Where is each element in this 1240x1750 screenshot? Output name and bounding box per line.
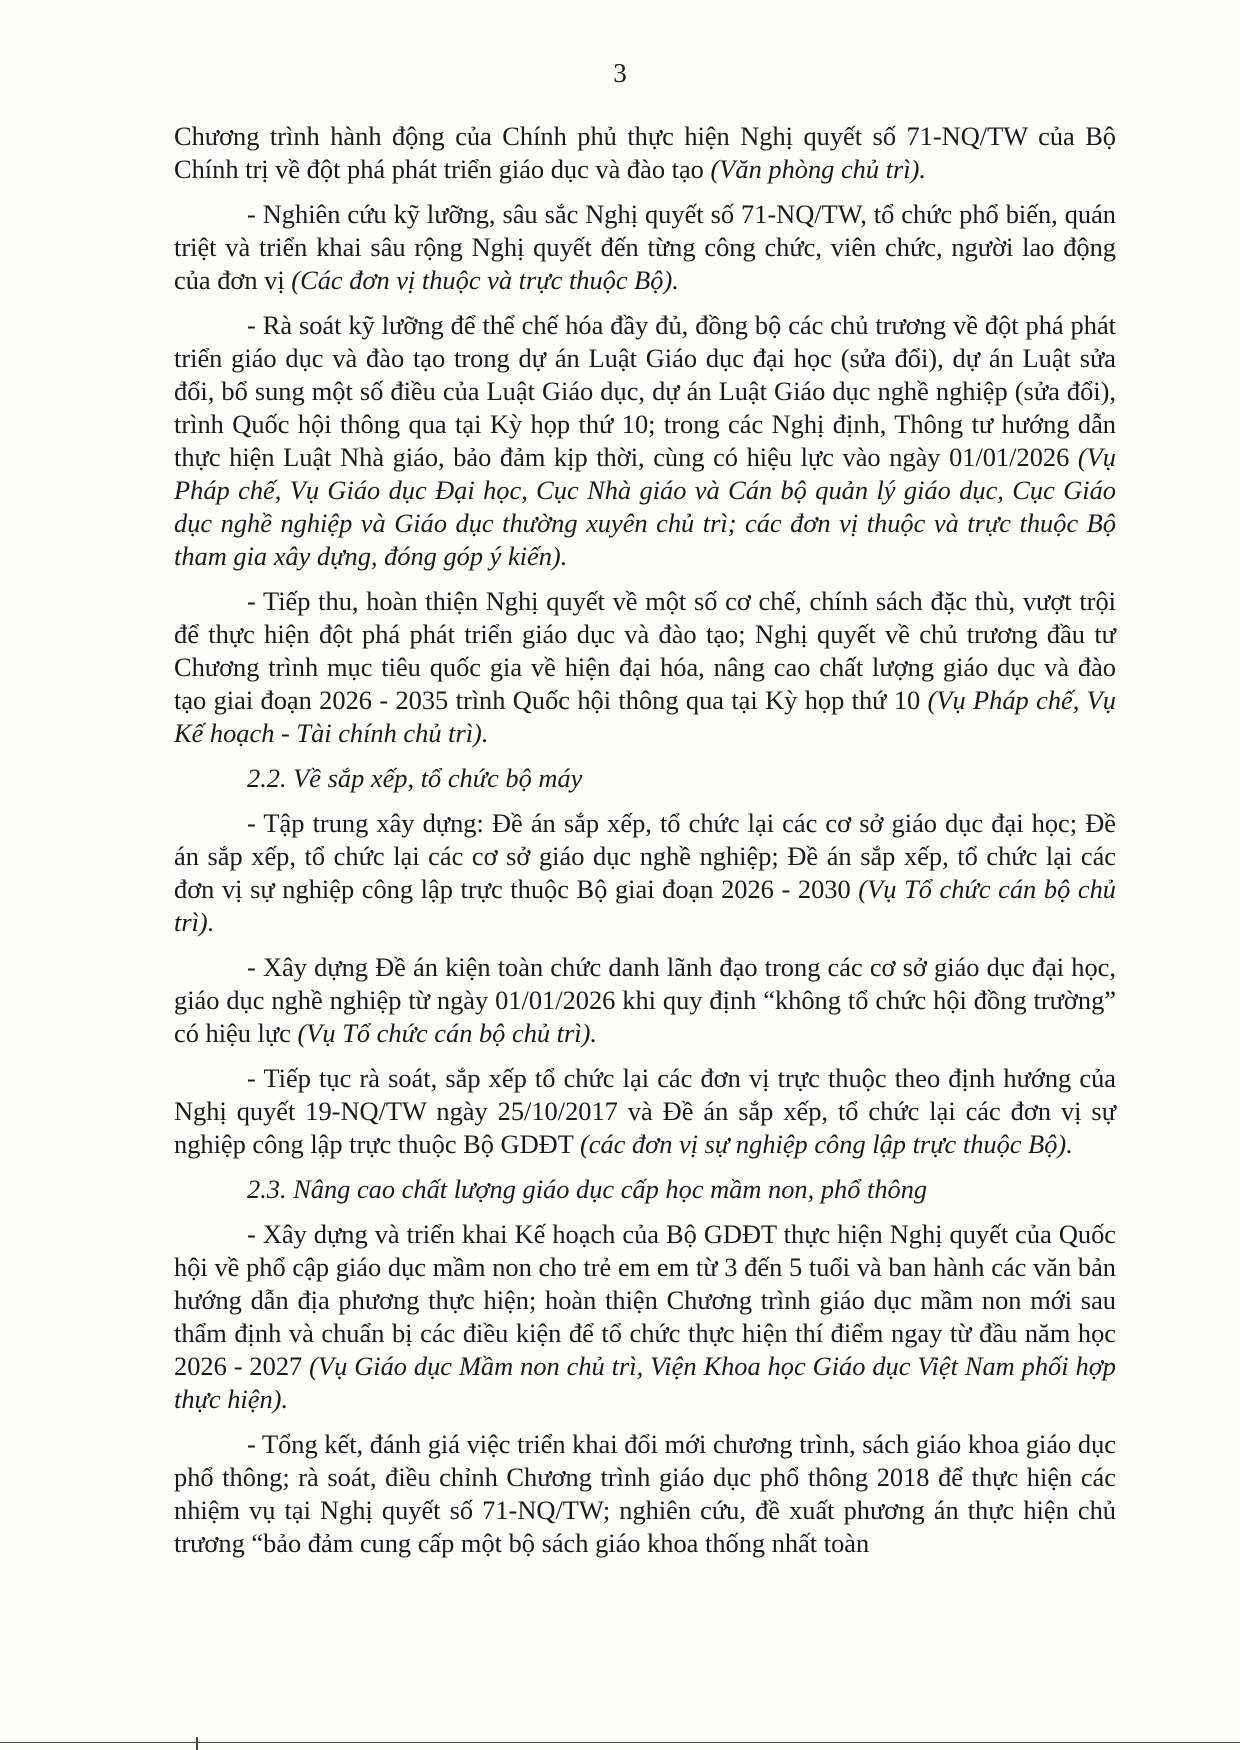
paragraph-responsible-unit: (Các đơn vị thuộc và trực thuộc Bộ).: [291, 265, 679, 295]
paragraph-text: - Tổng kết, đánh giá việc triển khai đổi mới chương trình, sách giáo khoa giáo dục phổ thông; rà soát, điều chỉnh Chương trình giáo dục phổ thông 2018 để thực hiện các nhiệm vụ tại Nghị quyết số 71-NQ/TW; nghiên cứu, đề xuất phương án thực hiện chủ trương “bảo đảm cung cấp một bộ sách giáo khoa thống nhất toàn: [174, 1429, 1116, 1558]
paragraph-responsible-unit: (Vụ Pháp chế, Vụ Kế hoạch - Tài chính chủ trì).: [174, 685, 1116, 748]
section-heading-2-3: [174, 1173, 1116, 1206]
paragraph-continuation: [174, 120, 1116, 186]
paragraph-text: - Tiếp thu, hoàn thiện Nghị quyết về một số cơ chế, chính sách đặc thù, vượt trội để thực hiện đột phá phát triển giáo dục và đào tạo; Nghị quyết về chủ trương đầu tư Chương trình mục tiêu quốc gia về hiện đại hóa, nâng cao chất lượng giáo dục và đào tạo giai đoạn 2026 - 2035 trình Quốc hội thông qua tại Kỳ họp thứ 10: [174, 586, 1116, 715]
paragraph-responsible-unit: (Văn phòng chủ trì).: [710, 154, 926, 184]
paragraph-responsible-unit: (Vụ Pháp chế, Vụ Giáo dục Đại học, Cục Nhà giáo và Cán bộ quản lý giáo dục, Cục Giáo dục nghề nghiệp và Giáo dục thường xuyên chủ trì; các đơn vị thuộc và trực thuộc Bộ tham gia xây dựng, đóng góp ý kiến).: [174, 442, 1116, 571]
footer-rule-tick: [196, 1737, 198, 1750]
paragraph-text: - Xây dựng và triển khai Kế hoạch của Bộ GDĐT thực hiện Nghị quyết của Quốc hội về phổ cập giáo dục mầm non cho trẻ em em từ 3 đến 5 tuổi và ban hành các văn bản hướng dẫn địa phương thực hiện; hoàn thiện Chương trình giáo dục mầm non mới sau thẩm định và chuẩn bị các điều kiện để tổ chức thực hiện thí điểm ngay từ đầu năm học 2026 - 2027: [174, 1219, 1116, 1381]
paragraph-responsible-unit: (Vụ Tổ chức cán bộ chủ trì).: [297, 1018, 597, 1048]
paragraph-curriculum-review: [174, 1428, 1116, 1560]
paragraph-restructure-plans: [174, 807, 1116, 939]
paragraph-text: - Xây dựng Đề án kiện toàn chức danh lãnh đạo trong các cơ sở giáo dục đại học, giáo dục nghề nghiệp từ ngày 01/01/2026 khi quy định “không tổ chức hội đồng trường” có hiệu lực: [174, 952, 1116, 1048]
paragraph-review-units: [174, 1062, 1116, 1161]
paragraph-text: - Nghiên cứu kỹ lưỡng, sâu sắc Nghị quyết số 71-NQ/TW, tổ chức phổ biến, quán triệt và triển khai sâu rộng Nghị quyết đến từng công chức, viên chức, người lao động của đơn vị: [174, 199, 1116, 295]
paragraph-responsible-unit: (Vụ Tổ chức cán bộ chủ trì).: [174, 874, 1116, 937]
paragraph-study-resolution: [174, 198, 1116, 297]
paragraph-responsible-unit: (các đơn vị sự nghiệp công lập trực thuộc Bộ).: [579, 1129, 1073, 1159]
paragraph-preschool-plan: [174, 1218, 1116, 1416]
section-heading-2-2: [174, 762, 1116, 795]
page-number: 3: [613, 58, 627, 88]
paragraph-institutionalize-laws: [174, 309, 1116, 573]
paragraph-text: Chương trình hành động của Chính phủ thực hiện Nghị quyết số 71-NQ/TW của Bộ Chính trị về đột phá phát triển giáo dục và đào tạo: [174, 121, 1116, 184]
paragraph-special-mechanisms: [174, 585, 1116, 750]
paragraph-responsible-unit: (Vụ Giáo dục Mầm non chủ trì, Viện Khoa học Giáo dục Việt Nam phối hợp thực hiện).: [174, 1351, 1116, 1414]
paragraph-text: - Tiếp tục rà soát, sắp xếp tổ chức lại các đơn vị trực thuộc theo định hướng của Nghị quyết 19-NQ/TW ngày 25/10/2017 và Đề án sắp xếp, tổ chức lại các đơn vị sự nghiệp công lập trực thuộc Bộ GDĐT: [174, 1063, 1116, 1159]
paragraph-leadership-titles: [174, 951, 1116, 1050]
footer-rule: [0, 1742, 1240, 1743]
paragraph-text: - Rà soát kỹ lưỡng để thể chế hóa đầy đủ, đồng bộ các chủ trương về đột phá phát triển giáo dục và đào tạo trong dự án Luật Giáo dục đại học (sửa đổi), dự án Luật sửa đổi, bổ sung một số điều của Luật Giáo dục, dự án Luật Giáo dục nghề nghiệp (sửa đổi), trình Quốc hội thông qua tại Kỳ họp thứ 10; trong các Nghị định, Thông tư hướng dẫn thực hiện Luật Nhà giáo, bảo đảm kịp thời, cùng có hiệu lực vào ngày 01/01/2026: [174, 310, 1116, 472]
document-body: [174, 120, 1116, 1560]
heading-text: 2.3. Nâng cao chất lượng giáo dục cấp học mầm non, phổ thông: [247, 1174, 928, 1204]
heading-text: 2.2. Về sắp xếp, tổ chức bộ máy: [247, 763, 583, 793]
paragraph-text: - Tập trung xây dựng: Đề án sắp xếp, tổ chức lại các cơ sở giáo dục đại học; Đề án sắp xếp, tổ chức lại các cơ sở giáo dục nghề nghiệp; Đề án sắp xếp, tổ chức lại các đơn vị sự nghiệp công lập trực thuộc Bộ giai đoạn 2026 - 2030: [174, 808, 1116, 904]
